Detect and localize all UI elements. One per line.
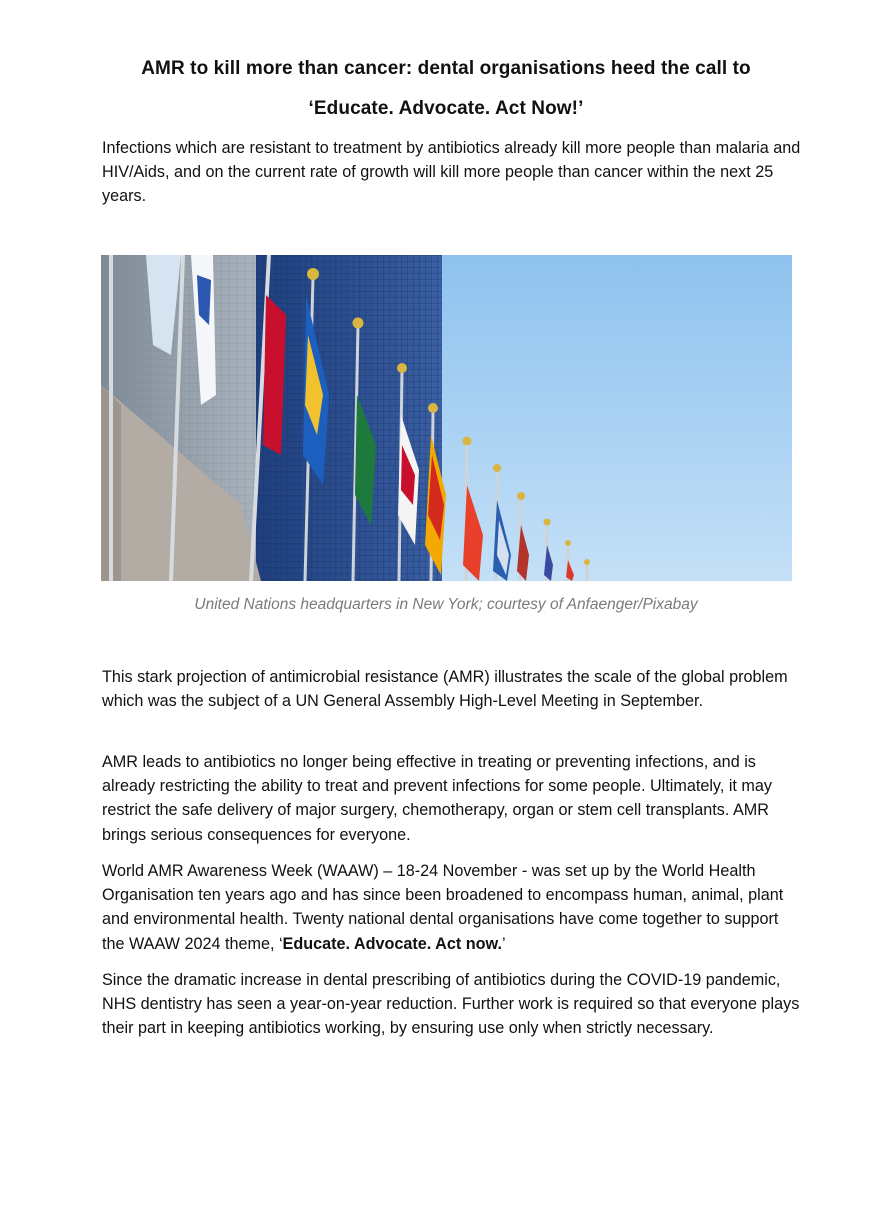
paragraph-3-closing-quote: ’ (502, 934, 506, 953)
body-paragraph-3 (102, 859, 802, 956)
image-caption: United Nations headquarters in New York; courtesy of Anfaenger/Pixabay (194, 596, 698, 613)
waaw-theme-text: Educate. Advocate. Act now. (282, 934, 503, 953)
un-headquarters-photo (101, 255, 792, 581)
body-paragraph-2: AMR leads to antibiotics no longer being effective in treating or preventing infections, and is already restricting the ability to treat and prevent infections for some people. Ultimately, it may restrict the safe delivery of major surgery, chemotherapy, organ or stem cell transplants. AMR brings serious consequences for everyone. (102, 753, 772, 844)
article-title-line-1: AMR to kill more than cancer: dental organisations heed the call to (141, 58, 751, 79)
article-title-line-2: ‘Educate. Advocate. Act Now!’ (308, 98, 584, 119)
body-paragraph-1: This stark projection of antimicrobial resistance (AMR) illustrates the scale of the global problem which was the subject of a UN General Assembly High-Level Meeting in September. (102, 668, 788, 711)
body-paragraph-4: Since the dramatic increase in dental prescribing of antibiotics during the COVID-19 pandemic, NHS dentistry has seen a year-on-year reduction. Further work is required so that everyone plays their part in keeping antibiotics working, by ensuring use only when strictly necessary. (102, 971, 800, 1038)
paragraph-3-text: World AMR Awareness Week (WAAW) – 18-24 November - was set up by the World Health Organisation ten years ago and has since been broadened to encompass human, animal, plant and environmental health. Twenty national dental organisations have come together to support the WAAW 2024 theme, ‘ (102, 862, 784, 953)
intro-paragraph: Infections which are resistant to treatment by antibiotics already kill more people than malaria and HIV/Aids, and on the current rate of growth will kill more people than cancer within the next 25 years. (102, 139, 801, 206)
